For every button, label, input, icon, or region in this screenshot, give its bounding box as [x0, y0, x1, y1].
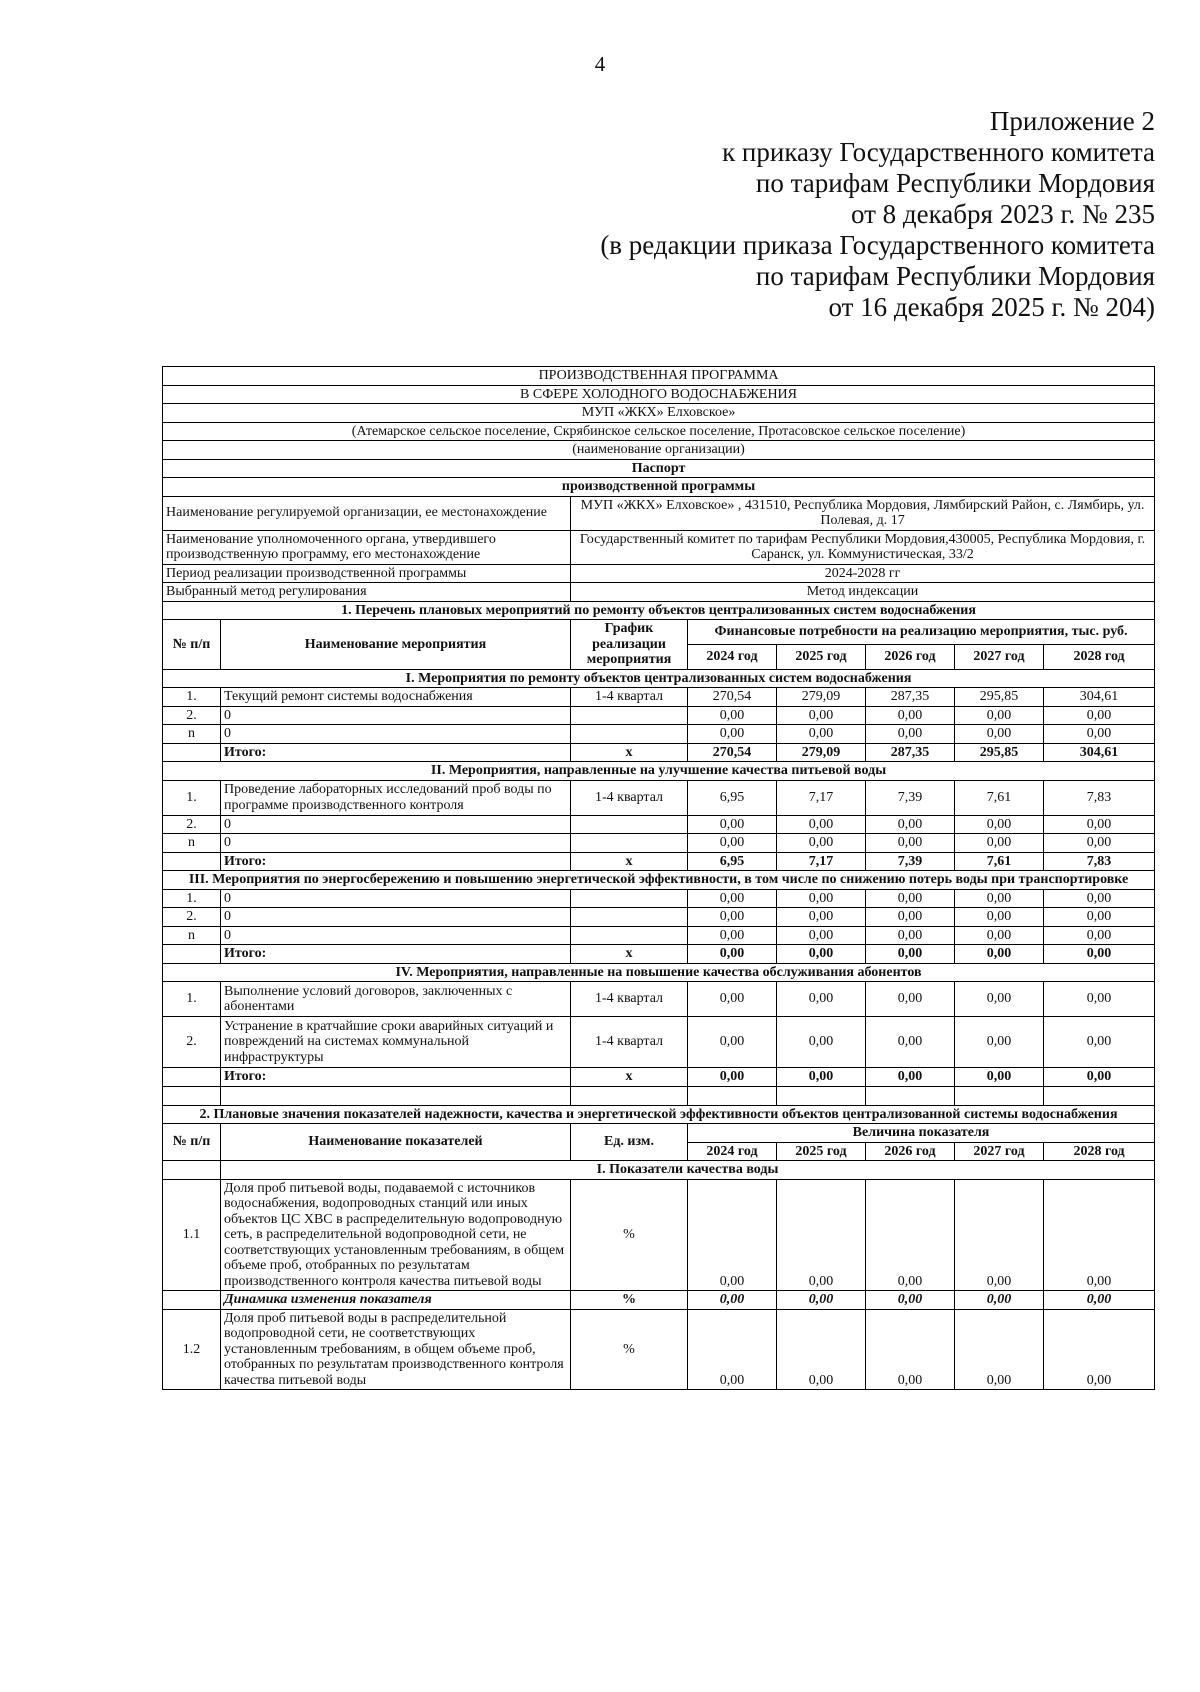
year-header: 2027 год: [955, 644, 1044, 669]
total-value: 295,85: [955, 743, 1044, 762]
passport-subtitle: производственной программы: [163, 478, 1155, 497]
indicator-num: 1.2: [163, 1309, 221, 1390]
header-line: от 16 декабря 2025 г. № 204): [828, 292, 1155, 322]
row-name: 0: [221, 706, 571, 725]
row-num: 1.: [163, 780, 221, 815]
value-cell: 0,00: [955, 834, 1044, 853]
value-cell: 0,00: [777, 834, 866, 853]
value-cell: 0,00: [955, 908, 1044, 927]
value-cell: 0,00: [688, 1309, 777, 1390]
passport-row: [163, 583, 1155, 602]
program-subtitle: В СФЕРЕ ХОЛОДНОГО ВОДОСНАБЖЕНИЯ: [163, 385, 1155, 404]
dynamics-unit: %: [571, 1291, 688, 1310]
value-cell: 304,61: [1044, 688, 1155, 707]
indicator-name: Доля проб питьевой воды в распределительной водопроводной сети, не соответствующих установленным требованиям, в общем объеме проб, отобранных по результатам производственного контроля качества питьевой воды: [221, 1309, 571, 1390]
value-cell: 0,00: [866, 982, 955, 1017]
header-line: по тарифам Республики Мордовия: [755, 261, 1155, 291]
passport-title: Паспорт: [163, 459, 1155, 478]
row-schedule: [571, 815, 688, 834]
value-cell: 7,17: [777, 780, 866, 815]
program-title: ПРОИЗВОДСТВЕННАЯ ПРОГРАММА: [163, 367, 1155, 386]
total-schedule: х: [571, 945, 688, 964]
section2-title: 2. Плановые значения показателей надежности, качества и энергетической эффективности объектов централизованной системы водоснабжения: [163, 1105, 1155, 1124]
col-header-value: Величина показателя: [688, 1124, 1155, 1143]
year-header: 2024 год: [688, 1142, 777, 1161]
table-row: [163, 834, 1155, 853]
value-cell: 0,00: [955, 815, 1044, 834]
total-value: 279,09: [777, 743, 866, 762]
value-cell: 0,00: [688, 706, 777, 725]
value-cell: 0,00: [1044, 706, 1155, 725]
header-line: по тарифам Республики Мордовия: [755, 168, 1155, 198]
value-cell: 0,00: [688, 834, 777, 853]
col-header-schedule: График реализации мероприятия: [571, 620, 688, 670]
total-row: [163, 743, 1155, 762]
header-line: к приказу Государственного комитета: [722, 137, 1155, 167]
value-cell: 0,00: [777, 1017, 866, 1068]
value-cell: 0,00: [688, 889, 777, 908]
dynamics-value: 0,00: [777, 1291, 866, 1310]
total-value: 0,00: [777, 1068, 866, 1087]
col-header-indicator: Наименование показателей: [221, 1124, 571, 1161]
row-num: 1.: [163, 688, 221, 707]
col-header-unit: Ед. изм.: [571, 1124, 688, 1161]
dynamics-label: Динамика изменения показателя: [221, 1291, 571, 1310]
row-schedule: [571, 834, 688, 853]
total-value: 0,00: [688, 945, 777, 964]
dynamics-value: 0,00: [688, 1291, 777, 1310]
value-cell: 0,00: [866, 1017, 955, 1068]
dynamics-value: 0,00: [1044, 1291, 1155, 1310]
total-row: [163, 1068, 1155, 1087]
total-label: Итого:: [221, 743, 571, 762]
value-cell: 0,00: [688, 1017, 777, 1068]
group-title: II. Мероприятия, направленные на улучшение качества питьевой воды: [163, 762, 1155, 781]
total-value: 304,61: [1044, 743, 1155, 762]
value-cell: 0,00: [777, 908, 866, 927]
value-cell: 0,00: [688, 725, 777, 744]
value-cell: 0,00: [955, 889, 1044, 908]
total-value: 0,00: [955, 945, 1044, 964]
value-cell: 0,00: [688, 926, 777, 945]
row-name: 0: [221, 834, 571, 853]
total-value: 7,17: [777, 852, 866, 871]
row-name: Текущий ремонт системы водоснабжения: [221, 688, 571, 707]
value-cell: 0,00: [955, 1309, 1044, 1390]
passport-row: [163, 530, 1155, 564]
total-schedule: х: [571, 1068, 688, 1087]
value-cell: 0,00: [1044, 725, 1155, 744]
col-header-name: Наименование мероприятия: [221, 620, 571, 670]
production-program-table: [162, 366, 1155, 1390]
value-cell: 7,39: [866, 780, 955, 815]
total-row: [163, 852, 1155, 871]
table-row: [163, 982, 1155, 1017]
value-cell: 270,54: [688, 688, 777, 707]
total-value: 7,83: [1044, 852, 1155, 871]
organization-name: МУП «ЖКХ» Елховское»: [163, 404, 1155, 423]
table-row: [163, 688, 1155, 707]
header-line: (в редакции приказа Государственного комитета: [600, 230, 1155, 260]
row-schedule: 1-4 квартал: [571, 688, 688, 707]
value-cell: 0,00: [955, 1017, 1044, 1068]
row-name: 0: [221, 889, 571, 908]
total-value: 287,35: [866, 743, 955, 762]
value-cell: 0,00: [777, 706, 866, 725]
value-cell: 0,00: [777, 982, 866, 1017]
row-name: 0: [221, 725, 571, 744]
value-cell: 7,61: [955, 780, 1044, 815]
value-cell: 0,00: [688, 815, 777, 834]
indicator-row: [163, 1309, 1155, 1390]
value-cell: 0,00: [866, 706, 955, 725]
group-title: I. Показатели качества воды: [221, 1161, 1155, 1180]
row-schedule: [571, 926, 688, 945]
row-name: Проведение лабораторных исследований проб воды по программе производственного контроля: [221, 780, 571, 815]
total-value: 0,00: [866, 1068, 955, 1087]
row-num: 1.: [163, 982, 221, 1017]
value-cell: 0,00: [1044, 926, 1155, 945]
total-value: 0,00: [777, 945, 866, 964]
year-header: 2025 год: [777, 644, 866, 669]
value-cell: 0,00: [866, 725, 955, 744]
row-name: 0: [221, 908, 571, 927]
total-row: [163, 945, 1155, 964]
organization-caption: (наименование организации): [163, 441, 1155, 460]
table-row: [163, 706, 1155, 725]
value-cell: 0,00: [777, 1309, 866, 1390]
row-num: 1.: [163, 889, 221, 908]
indicator-num: 1.1: [163, 1179, 221, 1291]
value-cell: 0,00: [1044, 908, 1155, 927]
passport-label: Выбранный метод регулирования: [163, 583, 571, 602]
indicator-unit: %: [571, 1309, 688, 1390]
col-header-finance: Финансовые потребности на реализацию мероприятия, тыс. руб.: [688, 620, 1155, 645]
year-header: 2028 год: [1044, 1142, 1155, 1161]
value-cell: 0,00: [955, 1179, 1044, 1291]
row-schedule: [571, 725, 688, 744]
dynamics-value: 0,00: [955, 1291, 1044, 1310]
row-name: 0: [221, 815, 571, 834]
row-num: n: [163, 725, 221, 744]
value-cell: 0,00: [777, 889, 866, 908]
value-cell: 295,85: [955, 688, 1044, 707]
passport-value: Государственный комитет по тарифам Республики Мордовия,430005, Республика Мордовия, г. Саранск, ул. Коммунистическая, 33/2: [571, 530, 1155, 564]
value-cell: 7,83: [1044, 780, 1155, 815]
row-schedule: [571, 706, 688, 725]
value-cell: 0,00: [777, 725, 866, 744]
settlements: (Атемарское сельское поселение, Скрябинское сельское поселение, Протасовское сельское поселение): [163, 422, 1155, 441]
value-cell: 0,00: [866, 889, 955, 908]
row-schedule: 1-4 квартал: [571, 1017, 688, 1068]
col-header-num: № п/п: [163, 620, 221, 670]
row-schedule: [571, 908, 688, 927]
table-row: [163, 780, 1155, 815]
row-num: 2.: [163, 706, 221, 725]
row-num: 2.: [163, 1017, 221, 1068]
value-cell: 6,95: [688, 780, 777, 815]
value-cell: 0,00: [1044, 1179, 1155, 1291]
row-name: Устранение в кратчайшие сроки аварийных ситуаций и повреждений на системах коммунальной инфраструктуры: [221, 1017, 571, 1068]
value-cell: 0,00: [1044, 834, 1155, 853]
total-value: 0,00: [955, 1068, 1044, 1087]
value-cell: 0,00: [955, 982, 1044, 1017]
total-schedule: х: [571, 852, 688, 871]
row-num: 2.: [163, 815, 221, 834]
value-cell: 0,00: [777, 926, 866, 945]
total-label: Итого:: [221, 945, 571, 964]
table-row: [163, 889, 1155, 908]
value-cell: 0,00: [955, 706, 1044, 725]
year-header: 2027 год: [955, 1142, 1044, 1161]
table-row: [163, 926, 1155, 945]
value-cell: 0,00: [1044, 1309, 1155, 1390]
table-row: [163, 908, 1155, 927]
total-label: Итого:: [221, 852, 571, 871]
passport-row: [163, 496, 1155, 530]
row-num: 2.: [163, 908, 221, 927]
value-cell: 0,00: [1044, 815, 1155, 834]
row-name: 0: [221, 926, 571, 945]
value-cell: 0,00: [1044, 889, 1155, 908]
value-cell: 0,00: [866, 834, 955, 853]
header-line: от 8 декабря 2023 г. № 235: [850, 199, 1155, 229]
value-cell: 0,00: [688, 908, 777, 927]
row-schedule: 1-4 квартал: [571, 982, 688, 1017]
row-schedule: [571, 889, 688, 908]
value-cell: 0,00: [866, 1179, 955, 1291]
value-cell: 0,00: [777, 1179, 866, 1291]
row-name: Выполнение условий договоров, заключенных с абонентами: [221, 982, 571, 1017]
section1-title: 1. Перечень плановых мероприятий по ремонту объектов централизованных систем водоснабжения: [163, 601, 1155, 620]
row-schedule: 1-4 квартал: [571, 780, 688, 815]
indicator-name: Доля проб питьевой воды, подаваемой с источников водоснабжения, водопроводных станций или иных объектов ЦС ХВС в распределительную водопроводную сеть, в распределительной водопроводной сети, не соответствующих установленным требованиям, в общем объеме проб, отобранных по результатам производственного контроля качества питьевой воды: [221, 1179, 571, 1291]
value-cell: 0,00: [688, 1179, 777, 1291]
dynamics-value: 0,00: [866, 1291, 955, 1310]
header-line: Приложение 2: [989, 106, 1155, 136]
total-value: 0,00: [866, 945, 955, 964]
spacer-row: [163, 1086, 1155, 1105]
value-cell: 0,00: [866, 1309, 955, 1390]
table-row: [163, 1017, 1155, 1068]
group-title: III. Мероприятия по энергосбережению и повышению энергетической эффективности, в том числе по снижению потерь воды при транспортировке: [163, 871, 1155, 890]
value-cell: 0,00: [866, 908, 955, 927]
total-value: 7,61: [955, 852, 1044, 871]
value-cell: 0,00: [688, 982, 777, 1017]
value-cell: 0,00: [1044, 1017, 1155, 1068]
value-cell: 287,35: [866, 688, 955, 707]
year-header: 2026 год: [866, 644, 955, 669]
passport-label: Период реализации производственной программы: [163, 564, 571, 583]
total-label: Итого:: [221, 1068, 571, 1087]
indicator-row: [163, 1179, 1155, 1291]
group-title: IV. Мероприятия, направленные на повышение качества обслуживания абонентов: [163, 963, 1155, 982]
passport-value: Метод индексации: [571, 583, 1155, 602]
total-value: 270,54: [688, 743, 777, 762]
passport-label: Наименование уполномоченного органа, утвердившего производственную программу, его местонахождение: [163, 530, 571, 564]
value-cell: 279,09: [777, 688, 866, 707]
page-number: 4: [594, 52, 606, 76]
year-header: 2028 год: [1044, 644, 1155, 669]
passport-row: [163, 564, 1155, 583]
passport-label: Наименование регулируемой организации, ее местонахождение: [163, 496, 571, 530]
year-header: 2024 год: [688, 644, 777, 669]
value-cell: 0,00: [1044, 982, 1155, 1017]
total-value: 0,00: [688, 1068, 777, 1087]
table-row: [163, 815, 1155, 834]
total-value: 7,39: [866, 852, 955, 871]
indicator-unit: %: [571, 1179, 688, 1291]
col-header-num: № п/п: [163, 1124, 221, 1161]
total-schedule: х: [571, 743, 688, 762]
table-row: [163, 725, 1155, 744]
total-value: 0,00: [1044, 1068, 1155, 1087]
value-cell: 0,00: [866, 926, 955, 945]
value-cell: 0,00: [866, 815, 955, 834]
row-num: n: [163, 834, 221, 853]
row-num: n: [163, 926, 221, 945]
value-cell: 0,00: [955, 926, 1044, 945]
passport-value: 2024-2028 гг: [571, 564, 1155, 583]
value-cell: 0,00: [955, 725, 1044, 744]
value-cell: 0,00: [777, 815, 866, 834]
total-value: 0,00: [1044, 945, 1155, 964]
dynamics-row: [163, 1291, 1155, 1310]
total-value: 6,95: [688, 852, 777, 871]
group-title: I. Мероприятия по ремонту объектов централизованных систем водоснабжения: [163, 669, 1155, 688]
year-header: 2026 год: [866, 1142, 955, 1161]
passport-value: МУП «ЖКХ» Елховское» , 431510, Республика Мордовия, Лямбирский Район, с. Лямбирь, ул. Полевая, д. 17: [571, 496, 1155, 530]
year-header: 2025 год: [777, 1142, 866, 1161]
appendix-header: [600, 106, 1155, 323]
